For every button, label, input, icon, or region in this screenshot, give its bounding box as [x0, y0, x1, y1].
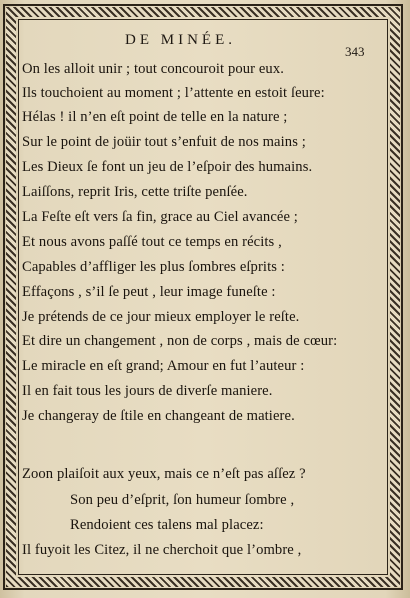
page-header — [0, 30, 410, 59]
page-number: 343 — [345, 44, 365, 59]
verse-line: Les Dieux ſe font un jeu de l’eſpoir des humains. — [22, 159, 313, 175]
verse-line: Ils touchoient au moment ; l’attente en estoit ſeure: — [22, 85, 325, 101]
verse-line: Sur le point de joüir tout s’enfuit de nos mains ; — [22, 134, 306, 150]
verse-line: Effaçons , s’il ſe peut , leur image funeſte : — [22, 284, 276, 300]
verse-line: La Feſte eſt vers ſa fin, grace au Ciel avancée ; — [22, 209, 298, 225]
running-head: DE MINÉE. — [125, 32, 236, 48]
verse-line: Hélas ! il n’en eſt point de telle en la nature ; — [22, 109, 288, 125]
verse-line: Il en fait tous les jours de diverſe maniere. — [22, 383, 273, 399]
verse-line: Son peu d’eſprit, ſon humeur ſombre , — [70, 492, 295, 508]
verse-line: Zoon plaiſoit aux yeux, mais ce n’eſt pas aſſez ? — [22, 466, 306, 482]
verse-line: Laiſſons, reprit Iris, cette triſte penſée. — [22, 184, 248, 200]
verse-line: Le miracle en eſt grand; Amour en fut l’auteur : — [22, 358, 305, 374]
verse-line: Il fuyoit les Citez, il ne cherchoit que l’ombre , — [22, 542, 302, 558]
verse-line: Rendoient ces talens mal placez: — [70, 517, 264, 533]
verse-line: On les alloit unir ; tout concouroit pour eux. — [22, 61, 284, 77]
verse-line: Et dire un changement , non de corps , mais de cœur: — [22, 333, 338, 349]
verse-line: Capables d’affliger les plus ſombres eſprits : — [22, 259, 285, 275]
verse-line: Je prétends de ce jour mieux employer le reſte. — [22, 309, 300, 325]
verse-line: Je changeray de ſtile en changeant de matiere. — [22, 408, 295, 424]
verse-line: Et nous avons paſſé tout ce temps en récits , — [22, 234, 282, 250]
